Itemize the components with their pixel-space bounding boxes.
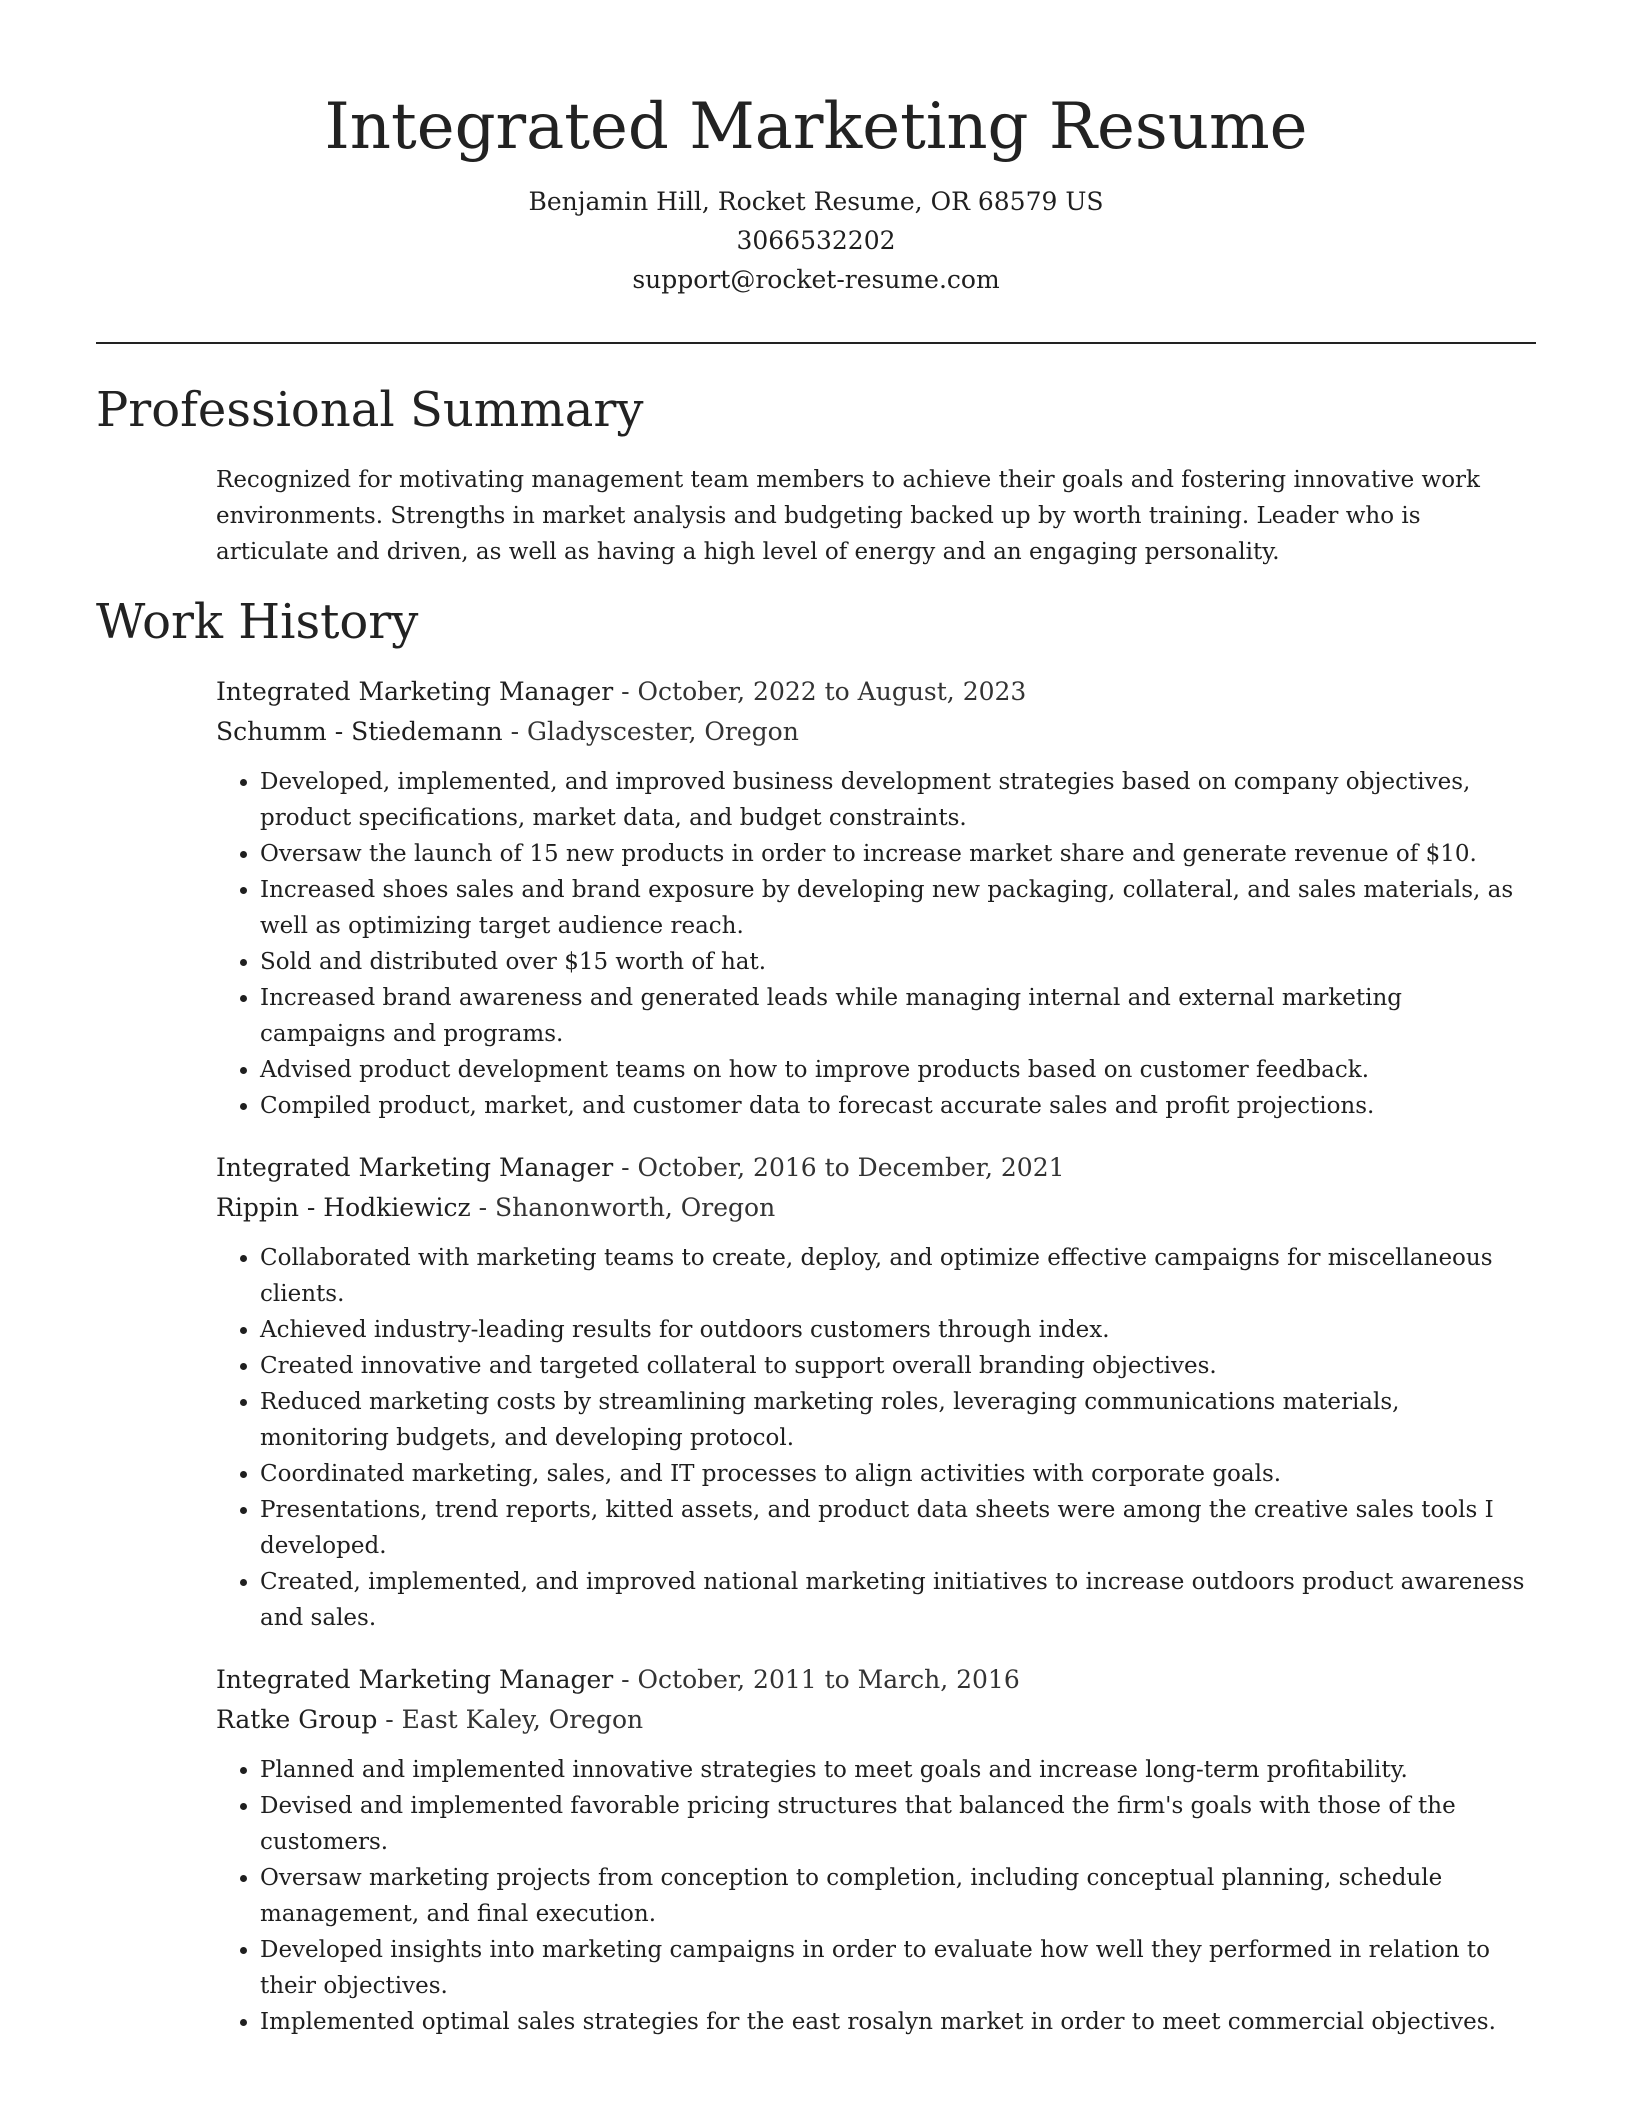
job-title: Integrated Marketing Manager: [216, 1665, 614, 1694]
job-location: - Gladyscester, Oregon: [502, 717, 799, 746]
summary-heading: Professional Summary: [96, 382, 644, 438]
job-company-line: [216, 1700, 1534, 1740]
job-entry: [216, 1660, 1534, 2040]
job-bullet: • Created, implemented, and improved national marketing initiatives to increase outdoors product awareness and sales.: [260, 1564, 1534, 1636]
job-bullets: [216, 764, 1534, 1124]
job-bullet: • Created innovative and targeted collateral to support overall branding objectives.: [260, 1348, 1534, 1384]
job-bullet: • Reduced marketing costs by streamlining marketing roles, leveraging communications materials, monitoring budgets, and developing protocol.: [260, 1384, 1534, 1456]
job-bullet: • Increased shoes sales and brand exposure by developing new packaging, collateral, and sales materials, as well as optimizing target audience reach.: [260, 872, 1534, 944]
job-company: Ratke Group: [216, 1705, 378, 1734]
contact-info: [0, 182, 1632, 299]
job-bullets: [216, 1752, 1534, 2040]
job-bullet: • Oversaw marketing projects from conception to completion, including conceptual planning, schedule management, and final execution.: [260, 1860, 1534, 1932]
job-bullet: • Increased brand awareness and generated leads while managing internal and external marketing campaigns and programs.: [260, 980, 1534, 1052]
summary-text: Recognized for motivating management team members to achieve their goals and fostering innovative work environments. Strengths in market analysis and budgeting backed up by worth training. Leader who is articulate and driven, as well as having a high level of energy and an engaging personality.: [216, 467, 1480, 565]
job-bullet: • Devised and implemented favorable pricing structures that balanced the firm's goals with those of the customers.: [260, 1788, 1534, 1860]
job-bullet: • Compiled product, market, and customer data to forecast accurate sales and profit projections.: [260, 1088, 1534, 1124]
job-bullet: • Presentations, trend reports, kitted assets, and product data sheets were among the creative sales tools I developed.: [260, 1492, 1534, 1564]
job-bullet: • Coordinated marketing, sales, and IT processes to align activities with corporate goals.: [260, 1456, 1534, 1492]
job-bullet: • Achieved industry-leading results for outdoors customers through index.: [260, 1312, 1534, 1348]
job-bullet: • Oversaw the launch of 15 new products in order to increase market share and generate revenue of $10.: [260, 836, 1534, 872]
job-bullet: • Developed, implemented, and improved business development strategies based on company objectives, product specifications, market data, and budget constraints.: [260, 764, 1534, 836]
job-bullet: • Sold and distributed over $15 worth of hat.: [260, 944, 1534, 980]
work-history-list: [216, 672, 1534, 2064]
job-dates: - October, 2011 to March, 2016: [613, 1665, 1020, 1694]
job-company: Schumm - Stiedemann: [216, 717, 503, 746]
contact-phone: 3066532202: [736, 226, 896, 255]
job-bullet: • Advised product development teams on how to improve products based on customer feedback.: [260, 1052, 1534, 1088]
contact-address: Benjamin Hill, Rocket Resume, OR 68579 US: [528, 187, 1104, 216]
header-divider: [96, 342, 1536, 344]
job-dates: - October, 2016 to December, 2021: [613, 1153, 1065, 1182]
job-company-line: [216, 712, 1534, 752]
job-entry: [216, 1148, 1534, 1636]
job-bullet: • Collaborated with marketing teams to create, deploy, and optimize effective campaigns for miscellaneous clients.: [260, 1240, 1534, 1312]
work-history-heading: Work History: [96, 594, 419, 650]
job-title: Integrated Marketing Manager: [216, 1153, 614, 1182]
job-bullet: • Planned and implemented innovative strategies to meet goals and increase long-term profitability.: [260, 1752, 1534, 1788]
job-company-line: [216, 1188, 1534, 1228]
job-title-line: [216, 1660, 1534, 1700]
job-location: - East Kaley, Oregon: [377, 1705, 644, 1734]
contact-email: support@rocket-resume.com: [632, 265, 1000, 294]
page-title: Integrated Marketing Resume: [324, 90, 1308, 164]
job-dates: - October, 2022 to August, 2023: [613, 677, 1027, 706]
job-bullet: • Implemented optimal sales strategies for the east rosalyn market in order to meet commercial objectives.: [260, 2004, 1534, 2040]
job-title: Integrated Marketing Manager: [216, 677, 614, 706]
job-company: Rippin - Hodkiewicz: [216, 1193, 471, 1222]
job-bullet: • Developed insights into marketing campaigns in order to evaluate how well they performed in relation to their objectives.: [260, 1932, 1534, 2004]
resume-header: [0, 0, 1632, 299]
job-title-line: [216, 672, 1534, 712]
job-bullets: [216, 1240, 1534, 1636]
job-location: - Shanonworth, Oregon: [470, 1193, 776, 1222]
job-entry: [216, 672, 1534, 1124]
job-title-line: [216, 1148, 1534, 1188]
